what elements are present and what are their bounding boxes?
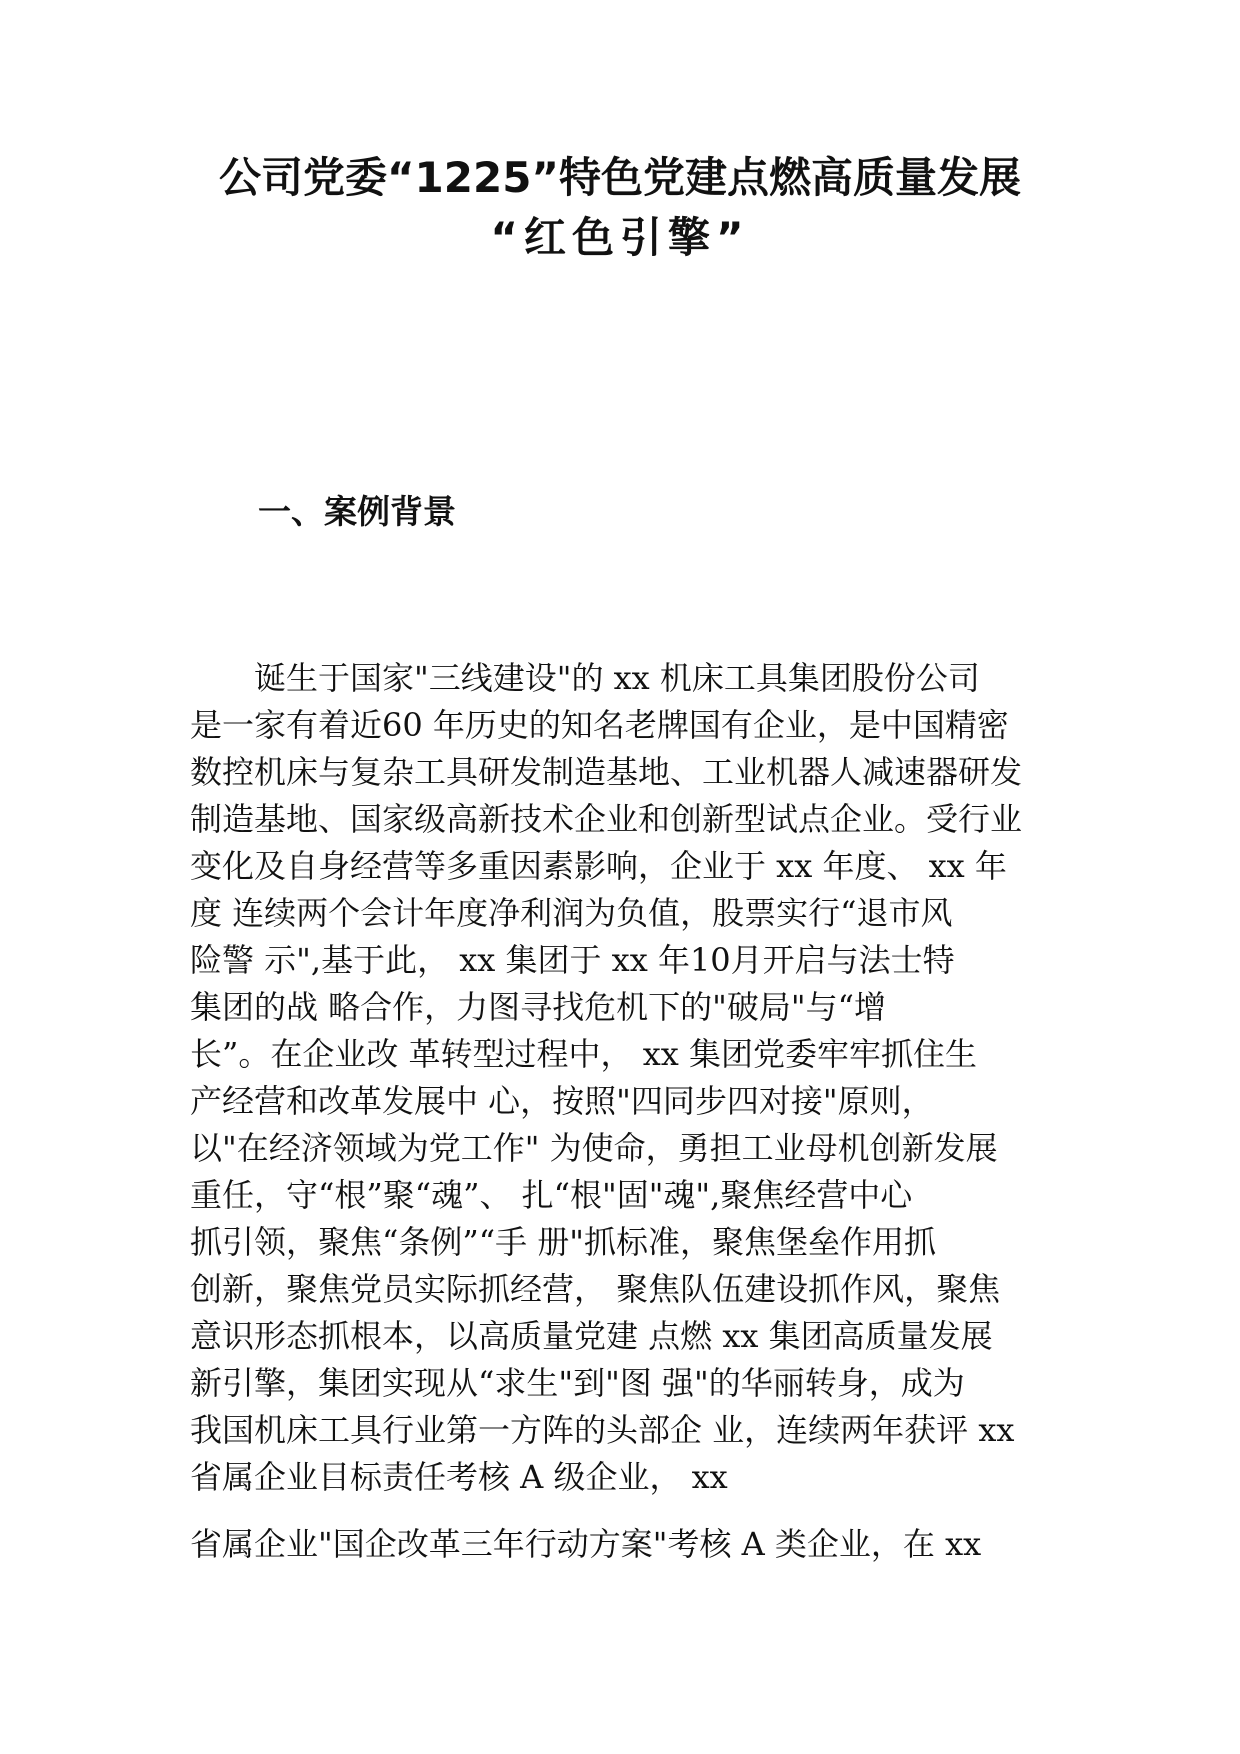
document-title-line-2: “红色引擎”	[490, 213, 750, 262]
section-heading: 一、案例背景	[258, 492, 456, 531]
body-line: 新引擎，集团实现从“求生"到"图 强"的华丽转身，成为	[190, 1364, 965, 1402]
body-line: 长”。在企业改 革转型过程中， xx 集团党委牢牢抓住生	[190, 1035, 977, 1073]
body-line: 制造基地、国家级高新技术企业和创新型试点企业。受行业	[190, 800, 1023, 838]
body-line: 是一家有着近60 年历史的知名老牌国有企业，是中国精密	[190, 706, 1009, 744]
body-line: 度 连续两个会计年度净利润为负值，股票实行“退市风	[190, 894, 953, 932]
body-line: 省属企业目标责任考核 A 级企业， xx	[190, 1458, 728, 1496]
body-line: 诞生于国家"三线建设"的 xx 机床工具集团股份公司	[190, 659, 980, 697]
body-line: 抓引领，聚焦“条例”“手 册"抓标准，聚焦堡垒作用抓	[190, 1223, 936, 1261]
document-title-line-1: 公司党委“1225”特色党建点燃高质量发展	[218, 153, 1022, 202]
body-line: 集团的战 略合作，力图寻找危机下的"破局"与“增	[190, 988, 886, 1026]
body-line: 重任，守“根”聚“魂”、 扎“根"固"魂",聚焦经营中心	[190, 1176, 913, 1214]
body-line: 省属企业"国企改革三年行动方案"考核 A 类企业，在 xx	[190, 1525, 982, 1563]
body-line: 数控机床与复杂工具研发制造基地、工业机器人减速器研发	[190, 753, 1023, 791]
body-line: 产经营和改革发展中 心，按照"四同步四对接"原则，	[190, 1082, 934, 1120]
body-line: 意识形态抓根本，以高质量党建 点燃 xx 集团高质量发展	[190, 1317, 993, 1355]
body-line: 我国机床工具行业第一方阵的头部企 业，连续两年获评 xx	[190, 1411, 1015, 1449]
body-line: 创新，聚焦党员实际抓经营， 聚焦队伍建设抓作风，聚焦	[190, 1270, 1001, 1308]
body-line: 险警 示",基于此， xx 集团于 xx 年10月开启与法士特	[190, 941, 955, 979]
body-line: 以"在经济领域为党工作" 为使命，勇担工业母机创新发展	[190, 1129, 998, 1167]
body-line: 变化及自身经营等多重因素影响，企业于 xx 年度、 xx 年	[190, 847, 1007, 885]
